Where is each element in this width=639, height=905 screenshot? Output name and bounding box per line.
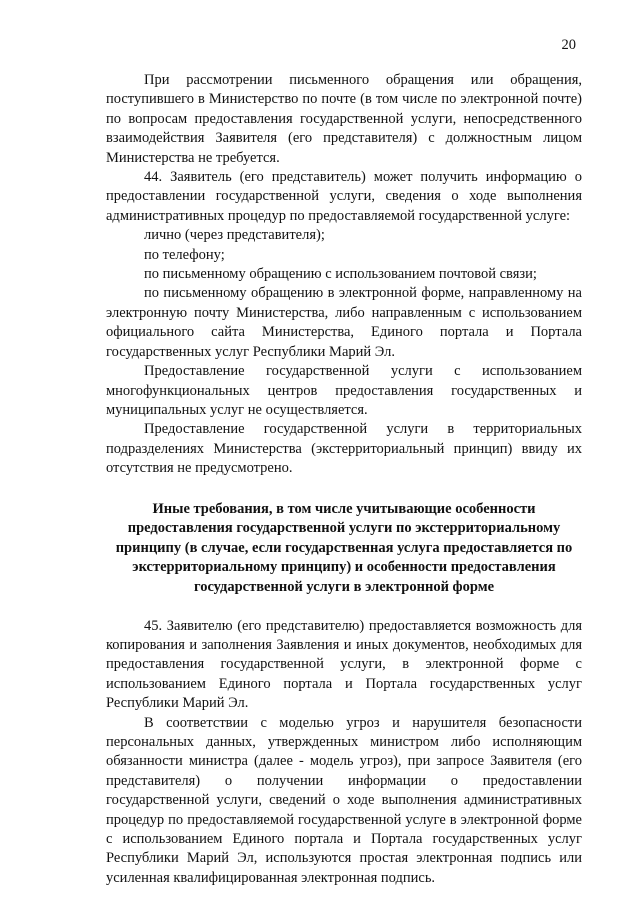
paragraph-electronic-appeal: по письменному обращению в электронной форме, направленному на электронную почту Министерства, либо направленным с использованием официального сайта Министерства, Единого портала и Портала государственных услуг Республики Марий Эл. (106, 285, 582, 360)
list-item-phone: по телефону; (144, 246, 225, 263)
paragraph-mfc: Предоставление государственной услуги с использованием многофункциональных центров предоставления государственных и муниципальных услуг не осуществляется. (106, 363, 582, 418)
document-body (106, 71, 582, 888)
paragraph-territorial: Предоставление государственной услуги в территориальных подразделениях Министерства (экстерриториальный принцип) ввиду их отсутствия не предусмотрено. (106, 421, 582, 477)
paragraph-threat-model: В соответствии с моделью угроз и нарушителя безопасности персональных данных, утвержденных министром либо исполняющим обязанности министра (далее - модель угроз), при запросе Заявителя (его представителя) о получении информации о предоставлении государственной услуги, сведений о ходе выполнения административных процедур по предоставляемой государственной услуге в электронной форме с использованием Единого портала и Портала государственных услуг Республики Марий Эл, используются простая электронная подпись или усиленная квалифицированная электронная подпись. (106, 714, 582, 886)
list-item-postal: по письменному обращению с использованием почтовой связи; (144, 266, 537, 283)
section-heading: Иные требования, в том числе учитывающие особенности предоставления государственной услуги по экстерриториальному принципу (в случае, если государственная услуга предоставляется по экстерриториальному принципу) и особенности предоставления государственной услуги в электронной форме (115, 500, 573, 595)
list-item-in-person: лично (через представителя); (144, 227, 325, 244)
page-number: 20 (561, 37, 576, 53)
paragraph-45: 45. Заявителю (его представителю) предоставляется возможность для копирования и заполнения Заявления и иных документов, необходимых для предоставления государственной услуги, в электронной форме с использованием Единого портала и Портала государственных услуг Республики Марий Эл. (106, 617, 582, 712)
paragraph-written-appeal: При рассмотрении письменного обращения или обращения, поступившего в Министерство по почте (в том числе по электронной почте) по вопросам предоставления государственной услуги, непосредственного взаимодействия Заявителя (его представителя) с должностным лицом Министерства не требуется. (106, 72, 582, 166)
paragraph-44: 44. Заявитель (его представитель) может получить информацию о предоставлении государственной услуги, сведения о ходе выполнения административных процедур по предоставляемой государственной услуге: (106, 169, 582, 224)
